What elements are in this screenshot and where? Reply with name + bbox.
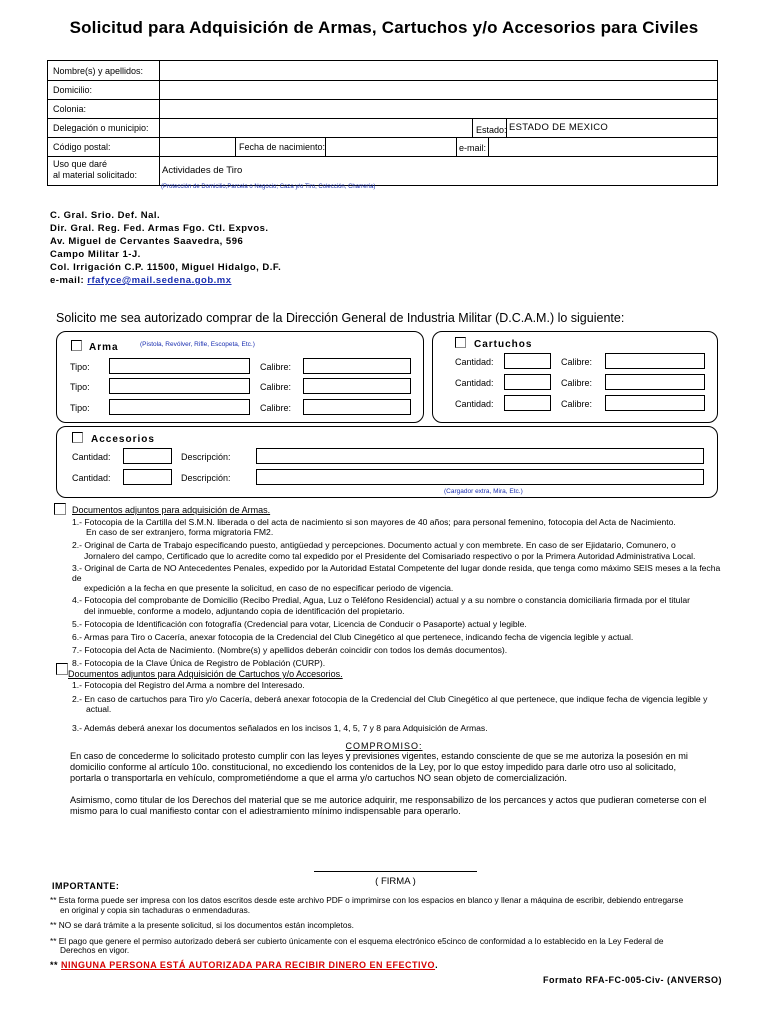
delegacion-label: Delegación o municipio: — [53, 123, 149, 133]
compromiso-text: En caso de concederme lo solicitado protesto cumplir con las leyes y previsiones vigentes, estando consciente de que se me autoriza la posesión en mi domicilio conforme al artículo 10o. constitucional, no excediendo los contenidos de la Ley, por lo que estoy impedido para darle otro uso al solicitado, portarla o transportarla en vehículo, comprometiéndome a que el arma y/o cartuchos NO sean objeto de comercialización. Asimismo, como titular de los Derechos del material que se me autorice adquirir, me responsabilizo de los percances y actos que pudieran cometerse con el mismo para lo cual manifiesto contar con el adiestramiento mínimo indispensable para operarlo. — [70, 751, 707, 816]
cartuchos-calibre-field-3[interactable] — [605, 395, 705, 411]
accesorios-hint: (Cargador extra, Mira, Etc.) — [444, 488, 523, 495]
accesorios-descripcion-label-2: Descripción: — [181, 473, 231, 483]
name-field[interactable] — [160, 61, 717, 79]
cartuchos-cantidad-label-1: Cantidad: — [455, 357, 494, 367]
accesorios-cantidad-field-2[interactable] — [123, 469, 172, 485]
accesorios-cantidad-label-1: Cantidad: — [72, 452, 111, 462]
compromiso-title: COMPROMISO: — [345, 741, 423, 751]
cartuchos-checkbox[interactable] — [455, 337, 466, 348]
docs-armas-checkbox[interactable] — [54, 503, 66, 515]
accesorios-cantidad-label-2: Cantidad: — [72, 473, 111, 483]
accesorios-cantidad-field-1[interactable] — [123, 448, 172, 464]
cartuchos-title: Cartuchos — [474, 339, 533, 350]
name-label: Nombre(s) y apellidos: — [53, 66, 144, 76]
accesorios-descripcion-field-2[interactable] — [256, 469, 704, 485]
accesorios-descripcion-field-1[interactable] — [256, 448, 704, 464]
domicilio-field[interactable] — [160, 81, 717, 98]
calibre-label-3: Calibre: — [260, 403, 292, 413]
docs-cartuchos-list: 1.- Fotocopia del Registro del Arma a nombre del Interesado. 2.- En caso de cartuchos para Tiro y/o Cacería, deberá anexar fotocopia de la Credencial del Club Cinegético al que pertenece, que indique fecha de vigencia legible y actual. 3.- Además deberá anexar los documentos señalados en los incisos 1, 4, 5, 7 y 8 para Adquisición de Armas. — [72, 680, 708, 733]
cartuchos-cantidad-field-2[interactable] — [504, 374, 551, 390]
recipient-address: C. Gral. Srio. Def. Nal. Dir. Gral. Reg. Fed. Armas Fgo. Ctl. Expvos. Av. Miguel de Cervantes Saavedra, 596 Campo Militar 1-J. Col. Irrigación C.P. 11500, Miguel Hidalgo, D.F. e-mail: rfafyce@mail.sedena.gob.mx — [50, 210, 282, 286]
email-field[interactable] — [489, 138, 717, 155]
cartuchos-calibre-label-1: Calibre: — [561, 357, 593, 367]
tipo-label-2: Tipo: — [70, 382, 90, 392]
accesorios-descripcion-label-1: Descripción: — [181, 452, 231, 462]
docs-cartuchos-checkbox[interactable] — [56, 663, 68, 675]
nacimiento-field[interactable] — [326, 138, 455, 155]
cp-label: Código postal: — [53, 142, 111, 152]
nacimiento-label: Fecha de nacimiento: — [239, 142, 326, 152]
formato-code: Formato RFA-FC-005-Civ- (ANVERSO) — [542, 975, 722, 985]
importante-notes: ** Esta forma puede ser impresa con los datos escritos desde este archivo PDF o imprimirse con los espacios en blanco y llenar a máquina de escribir, debiendo entregarse en original y copia sin tachaduras o enmendaduras. ** NO se dará trámite a la presente solicitud, si los documentos están incompletos. ** El pago que genere el permiso autorizado deberá ser cubierto únicamente con el esquema electrónico e5cinco de conformidad a lo establecido en la Ley Federal de Derechos en vigor. — [50, 895, 684, 955]
delegacion-field[interactable] — [160, 119, 471, 136]
accesorios-checkbox[interactable] — [72, 432, 83, 443]
cartuchos-calibre-field-1[interactable] — [605, 353, 705, 369]
cartuchos-cantidad-field-1[interactable] — [504, 353, 551, 369]
page-title: Solicitud para Adquisición de Armas, Cartuchos y/o Accesorios para Civiles — [69, 18, 699, 37]
docs-cartuchos-title: Documentos adjuntos para Adquisición de Cartuchos y/o Accesorios. — [68, 669, 343, 679]
cartuchos-calibre-field-2[interactable] — [605, 374, 705, 390]
tipo-field-3[interactable] — [109, 399, 250, 415]
tipo-label-1: Tipo: — [70, 362, 90, 372]
estado-label: Estado: — [476, 125, 507, 135]
calibre-field-3[interactable] — [303, 399, 411, 415]
cartuchos-cantidad-label-3: Cantidad: — [455, 399, 494, 409]
uso-label: Uso que daré al material solicitado: — [53, 159, 138, 180]
uso-field[interactable]: Actividades de Tiro — [162, 165, 243, 176]
calibre-label-2: Calibre: — [260, 382, 292, 392]
domicilio-label: Domicilio: — [53, 85, 93, 95]
importante-cash-warning: ** NINGUNA PERSONA ESTÁ AUTORIZADA PARA RECIBIR DINERO EN EFECTIVO. — [50, 960, 439, 970]
email-label: e-mail: — [459, 143, 487, 153]
docs-armas-list: 1.- Fotocopia de la Cartilla del S.M.N. liberada o del acta de nacimiento si son mayores de 40 años; para personal femenino, fotocopia del Acta de Nacimiento. En caso de ser extranjero, forma migratoria FM2. 2.- Original de Carta de Trabajo especificando puesto, antigüedad y percepciones. Documento actual y con membrete. En caso de ser Ejidatario, Comunero, o Jornalero del campo, Certificado que lo acredite como tal expedido por el Presidente del Comisariado respectivo o por la Primera Autoridad Administrativa Local. 3.- Original de Carta de NO Antecedentes Penales, expedido por la Autoridad Estatal Competente del lugar donde resida, que tenga como máximo SEIS meses a la fecha de expedición a la fecha en que presente la solicitud, en caso de no especificar periodo de vigencia. 4.- Fotocopia del comprobante de Domicilio (Recibo Predial, Agua, Luz o Teléfono Residencial) actual y a su nombre o constancia domiciliaria firmada por el titular del inmueble, conforme a modelo, adjuntando copia de identificación del propietario. 5.- Fotocopia de Identificación con fotografía (Credencial para votar, Licencia de Conducir o Pasaporte) actual y legible. 6.- Armas para Tiro o Cacería, anexar fotocopia de la Credencial del Club Cinegético al que pertenece, indicando fecha de vigencia legible y actual. 7.- Fotocopia del Acta de Nacimiento. (Nombre(s) y apellidos deberán coincidir con todos los demás documentos). 8.- Fotocopia de la Clave Única de Registro de Población (CURP). — [72, 517, 721, 669]
arma-checkbox[interactable] — [71, 340, 82, 351]
email-link[interactable]: rfafyce@mail.sedena.gob.mx — [87, 275, 232, 286]
tipo-field-2[interactable] — [109, 378, 250, 394]
calibre-label-1: Calibre: — [260, 362, 292, 372]
cp-field[interactable] — [160, 138, 234, 155]
calibre-field-2[interactable] — [303, 378, 411, 394]
cartuchos-calibre-label-3: Calibre: — [561, 399, 593, 409]
arma-title: Arma — [89, 342, 119, 353]
request-text: Solicito me sea autorizado comprar de la Dirección General de Industria Militar (D.C.A.M.) lo siguiente: — [56, 311, 625, 325]
arma-hint: (Pistola, Revólver, Rifle, Escopeta, Etc.) — [140, 341, 255, 348]
signature-line[interactable] — [314, 871, 477, 872]
firma-label: ( FIRMA ) — [375, 876, 416, 887]
docs-armas-title: Documentos adjuntos para adquisición de Armas. — [72, 505, 271, 515]
importante-title: IMPORTANTE: — [52, 881, 120, 891]
estado-field[interactable]: ESTADO DE MEXICO — [509, 122, 609, 133]
cartuchos-calibre-label-2: Calibre: — [561, 378, 593, 388]
cartuchos-cantidad-field-3[interactable] — [504, 395, 551, 411]
tipo-label-3: Tipo: — [70, 403, 90, 413]
uso-hint: (Protección de Domicilio,Parcela o Negocio; Caza y/o Tiro, Colección, Charrería) — [161, 184, 376, 190]
tipo-field-1[interactable] — [109, 358, 250, 374]
colonia-label: Colonia: — [53, 104, 87, 114]
calibre-field-1[interactable] — [303, 358, 411, 374]
colonia-field[interactable] — [160, 100, 717, 117]
accesorios-title: Accesorios — [91, 434, 155, 445]
cartuchos-cantidad-label-2: Cantidad: — [455, 378, 494, 388]
